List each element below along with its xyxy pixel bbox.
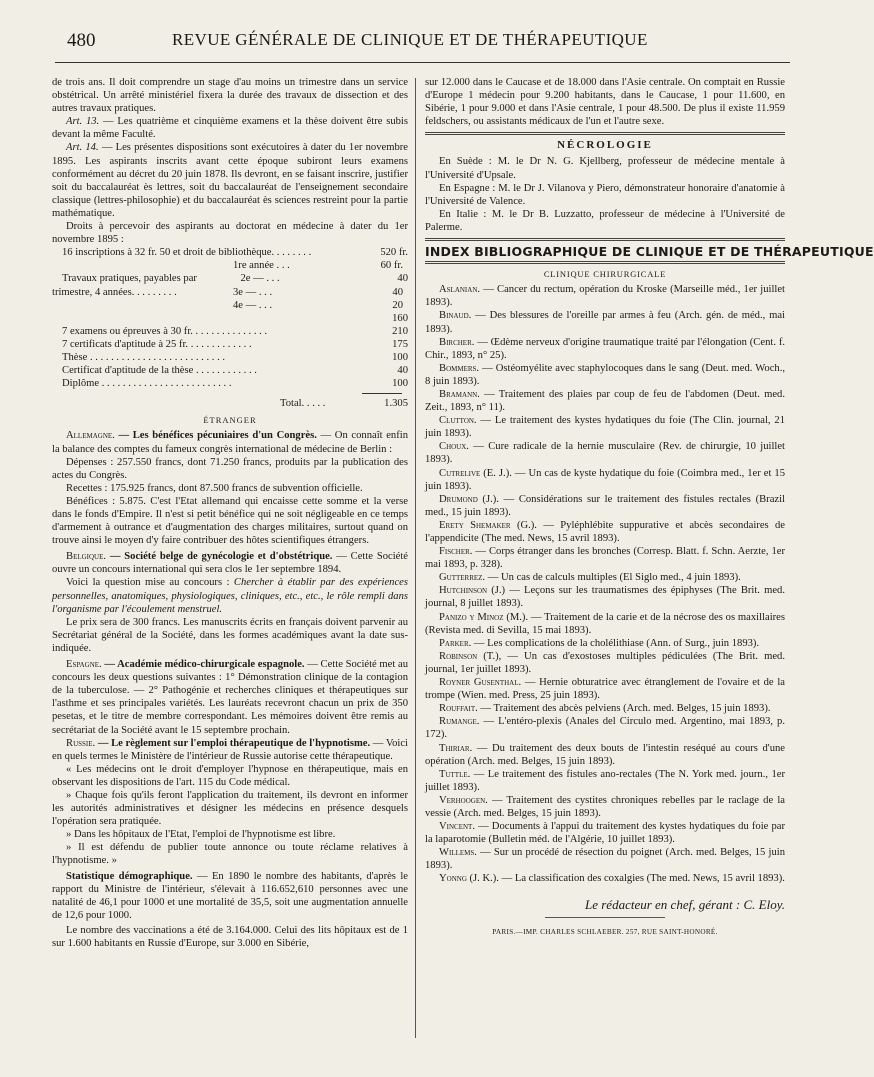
paragraph: Droits à percevoir des aspirants au doctorat en médecine à dater du 1er novembre 1895 : [52,221,408,246]
paragraph: de trois ans. Il doit comprendre un stage d'au moins un trimestre dans un service obstétrical. Un arrêté ministériel fixera la durée des travaux de dissection et des autres travaux pratiques. [52,77,408,115]
fee-row [52,246,408,259]
reference-text: — Des blessures de l'oreille par armes à feu (Arch. gén. de méd., mai 1893). [425,310,785,335]
reference-author: Tuttle. [439,768,471,780]
reference-text: — Leçons sur les traumatismes des épiphyses (The Brit. med. journal, 8 juillet 1893). [425,585,785,610]
reference-text: — Traitement des cystites chroniques rebelles par le raclage de la vessie (Arch. med. Belges, 15 juin 1893). [425,794,785,819]
reference-author: Rouffait. [439,703,478,715]
fee-row [52,377,408,390]
subsection-heading: CLINIQUE CHIRURGICALE [543,269,667,280]
fee-label: 16 inscriptions à 32 fr. 50 et droit de bibliothèque. . . . . . . . [62,247,312,259]
editor-signature: Le rédacteur en chef, gérant : C. Eloy. [584,896,785,912]
news-item [52,429,408,455]
section-rule [425,132,785,135]
reference-text: — Le traitement des fistules ano-rectales (The N. York med. journ., 1er juillet 1893). [425,768,785,793]
reference-item [425,545,785,571]
article-label: Art. 13. [66,116,100,128]
reference-item [425,846,785,872]
fee-sub-label: 1re année . . . [233,260,290,272]
reference-author: Panizo y Minoz (M.). [439,611,529,623]
section-rule [425,238,785,241]
reference-text: — Sur un procédé de résection du poignet (Arch. med. Belges, 15 juin 1893). [425,847,785,872]
reference-author: Fischer. [439,546,473,558]
news-title: — Les bénéfices pécuniaires d'un Congrès. [114,430,317,442]
paragraph: Le nombre des vaccinations a été de 3.164.000. Celui des lits hôpitaux est de 1 sur 1.600 habitants en Russie d'Europe, sur 3.000 en Sibérie, [52,924,408,949]
reference-list [425,283,785,885]
fee-value: 520 fr. [380,247,408,259]
quote: » Dans les hôpitaux de l'Etat, l'emploi de l'hypnotisme est libre. [66,829,336,841]
printer-imprint: PARIS.—IMP. CHARLES SCHLAEBER. 257, RUE SAINT-HONORÉ. [492,927,718,936]
question-text: Chercher à établir par des expériences personnelles, anatomiques, physiologiques, cliniques, etc., etc., le rôle rempli dans l'organisme par l'écoulement menstruel. [52,577,408,615]
reference-item [425,637,785,650]
fee-total-row [52,397,408,410]
reference-item [425,794,785,820]
reference-item [425,283,785,309]
reference-text: — Cancer du rectum, opération du Kroske (Marseille méd., 1er juillet 1893). [425,284,785,309]
reference-item [425,388,785,414]
fee-row [52,325,408,338]
paragraph-text: Voici la question mise au concours : [66,577,234,589]
reference-item [425,440,785,466]
news-text: — Cette Société met au concours les deux questions suivantes : 1° Démonstration clinique de la contagion de la tuberculose. — 2° Pathogénie et recherches cliniques et thérapeutiques sur l'asthme et ses principales variétés. Les lauréats recevront chacun un prix de 350 pesetas, et le titre de membre correspondant. Les mémoires doivent être remis au secrétariat de la Société avant le 15 septembre prochain. [52,659,409,736]
fee-value: 175 [392,338,408,350]
news-title: — Académie médico-chirurgicale espagnole. [101,659,305,671]
reference-text: — Le traitement des kystes hydatiques du foie (The Clin. journal, 21 juin 1893). [425,415,785,440]
fee-total-value: 1.305 [384,398,408,410]
fee-label: trimestre, 4 années. . . . . . . . . [52,286,177,298]
news-title: — Société belge de gynécologie et d'obstétrique. [106,551,333,563]
reference-author: Gutterrez. [439,572,486,584]
country-label: Espagne. [66,659,102,671]
reference-item [425,768,785,794]
paragraph-text: — Les présentes dispositions sont exécutoires à dater du 1er novembre 1895. Les aspirants inscrits avant cette époque subiront leurs examens conformément au décret du 20 juin 1878. Ils devront, en se faisant inscrire, justifier soit du baccalauréat ès lettres, soit du baccalauréat de l'enseignement secondaire classique (lettres-philosophie) et du baccalauréat ès sciences restreint pour la partie mathématique. [52,142,408,219]
reference-text: — Ostéomyélite avec staphylocoques dans le sang (Deut. med. Woch., 8 juin 1893). [425,362,785,387]
header-rule [55,62,790,63]
reference-item [425,650,785,676]
paragraph-text: — Les quatrième et cinquième examens et la thèse doivent être subis devant la même Faculté. [52,116,408,141]
reference-text: — Un cas de kyste hydatique du foie (Coimbra med., 1er et 15 juin 1893). [425,467,785,492]
fee-sub-value: 40 [397,273,408,285]
news-text: — On connaît enfin la balance des comptes du fameux congrès international de médecine de Berlin : [52,430,408,455]
section-rule [425,261,785,264]
fee-value: 40 [397,365,408,377]
fee-row [52,351,408,364]
reference-author: Willems. [439,847,477,859]
reference-author: Thiriar. [439,742,473,754]
country-label: Belgique. [66,551,107,563]
fee-sub-value: 60 fr. [380,260,403,272]
quote: » Il est défendu de publier toute annonce ou toute réclame relatives à l'hypnotisme. » [52,842,408,867]
reference-text: — L'entéro-plexis (Anales del Circulo med. Argentino, mai 1893, p. 172). [425,716,785,741]
fee-label: 7 examens ou épreuves à 30 fr. . . . . . . . . . . . . . . [62,325,268,337]
reference-item [425,676,785,702]
fee-total-label: Total. . . . . [280,398,326,410]
fee-subrow [52,286,408,299]
paragraph: Le prix sera de 300 francs. Les manuscrits écrits en français doivent parvenir au Secrétariat général de la Société, dans les formes académiques avant la date sus-indiquée. [52,616,408,654]
fee-sub-value: 20 [392,299,403,311]
reference-author: Verhoogen. [439,794,488,806]
reference-author: Bommers. [439,362,480,374]
paragraph [52,141,408,220]
reference-text: — Corps étranger dans les bronches (Corresp. Blatt. f. Schn. Aerzte, 1er mai 1893, p. 328). [425,546,785,571]
reference-text: — Œdème nerveux d'origine traumatique traité par l'élongation (Cent. f. Chir., 1893, n° 25). [425,336,785,361]
imprint-rule [545,917,665,918]
reference-author: Choux. [439,441,469,453]
necrology-item: En Espagne : M. le Dr J. Vilanova y Piero, démonstrateur honoraire d'anatomie à l'Université de Valence. [425,182,785,207]
reference-text: — Cure radicale de la hernie musculaire (Rev. de chirurgie, 10 juillet 1893). [425,441,785,466]
quote: « Les médecins ont le droit d'employer l'hypnose en thérapeutique, mais en observant les dispositions de l'art. 115 du Code médical. [52,763,408,788]
quote: » Chaque fois qu'ils feront l'application du traitement, ils devront en informer les autorités administratives et désigner les médecins en présence desquels l'opération sera pratiquée. [52,789,408,828]
news-item [52,870,408,922]
reference-item [425,362,785,388]
fee-label [52,312,360,325]
fee-label: Diplôme . . . . . . . . . . . . . . . . . . . . . . . . . [62,378,232,390]
news-text: — Voici en quels termes le Ministère de l'intérieur de Russie autorise cette thérapeutique. [52,737,408,762]
index-heading: INDEX BIBLIOGRAPHIQUE DE CLINIQUE ET DE THÉRAPEUTIQUE [425,244,874,260]
fee-label [52,299,227,312]
fee-label [52,259,227,272]
left-column [52,76,408,950]
necrology-item: En Suède : M. le Dr N. G. Kjellberg, professeur de médecine mentale à l'Université d'Upsale. [425,156,785,181]
reference-item [425,571,785,584]
reference-text: — Documents à l'appui du traitement des kystes hydatiques du foie par la laparotomie (Bulletin méd. de l'Algérie, 10 juillet 1893). [425,821,785,846]
fee-value: 100 [392,351,408,363]
paragraph [52,115,408,141]
section-heading: ÉTRANGER [203,415,257,426]
paragraph: Recettes : 175.925 francs, dont 87.500 francs de subvention officielle. [66,482,363,494]
news-title: Statistique démographique. [66,870,193,882]
reference-text: — Les complications de la cholélithiase (Ann. of Surg., juin 1893). [471,637,760,649]
reference-author: Hutchinson (J.) [439,585,506,597]
fee-row [52,364,408,377]
fee-subrow [52,259,408,272]
reference-text: — Traitement de la carie et de la nécrose des os maxillaires (Revista med. di Sevilla, 15 mai 1893). [425,611,785,636]
fee-sub-label: 4e — . . . [233,299,273,311]
fee-sub-label: 3e — . . . [233,286,273,298]
fee-label: Certificat d'aptitude de la thèse . . . . . . . . . . . . [62,365,257,377]
right-column [425,76,874,939]
reference-author: Aslanian. [439,284,481,296]
reference-item [425,519,785,545]
reference-author: Binaud. [439,310,472,322]
fee-value: 160 [392,312,408,324]
reference-item [425,309,785,335]
fee-value: 100 [392,378,408,390]
reference-item [425,584,785,610]
reference-item [425,702,785,715]
country-label: Allemagne. [66,430,115,442]
reference-author: Robinson (T.), [439,650,502,662]
country-label: Russie. [66,737,96,749]
reference-text: — Un cas de calculs multiples (El Siglo med., 4 juin 1893). [485,572,741,584]
reference-author: Royner Gusenthal. [439,677,522,689]
reference-text: — Traitement des plaies par coup de feu de l'abdomen (Deut. med. Zeit., 1893, n° 11). [425,388,785,414]
fee-label: 7 certificats d'aptitude à 25 fr. . . . . . . . . . . . . [62,338,252,350]
fee-row [52,312,408,325]
reference-author: Drumond (J.). [439,493,499,505]
fee-sub-label: 2e — . . . [240,273,280,285]
news-text: — Cette Société ouvre un concours international qui sera clos le 1er septembre 1894. [52,551,408,576]
news-item [52,550,408,576]
news-item [52,737,408,763]
reference-author: Cutrelive (E. J.). [439,467,512,479]
fee-subrow [52,299,408,312]
reference-item [425,336,785,362]
reference-text: — Hernie obturatrice avec étranglement de l'ovaire et de la trompe (Wien. med. Press, 25 juin 1893). [425,677,785,702]
page-number: 480 [67,30,96,51]
reference-author: Bramann. [439,388,480,400]
reference-item [425,467,785,493]
paragraph: sur 12.000 dans le Caucase et de 18.000 dans l'Asie centrale. On comptait en Russie d'Europe 1 médecin pour 9.200 habitants, dans le Caucase, 1 pour 11.600, en Sibérie, 1 pour 9.000 et dans l'Asie centrale, 1 pour 48.500. De plus il existe 11.959 feldschers, ou assistants médicaux de l'un et l'autre sexe. [425,77,785,128]
reference-author: Vincent. [439,821,475,833]
fee-sub-value: 40 [392,286,403,298]
column-divider [415,78,416,1038]
reference-item [425,872,785,885]
reference-author: Clutton. [439,415,477,427]
reference-text: — La classification des coxalgies (The med. News, 15 avril 1893). [498,873,785,885]
reference-author: Rumange. [439,716,480,728]
fee-row [52,338,408,351]
necrology-item: En Italie : M. le Dr B. Luzzatto, professeur de médecine à l'Université de Palerme. [425,208,785,233]
reference-item [425,414,785,440]
reference-author: Parker. [439,637,472,649]
reference-item [425,715,785,741]
reference-text: — Considérations sur le traitement des fistules rectales (Brazil med., 15 juin 1893). [425,493,785,518]
reference-author: Bircher. [439,336,475,348]
reference-item [425,742,785,768]
news-text: — En 1890 le nombre des habitants, d'après le rapport du Ministre de l'intérieur, s'élevait à 116.652,610 personnes avec une natalité de 46,1 pour 1000 et une mortalité de 35,5, soit une augmentation annuelle de 12,6 pour 1000. [52,870,408,921]
reference-item [425,820,785,846]
necrology-heading: NÉCROLOGIE [557,139,653,152]
fee-subrow [52,272,408,285]
reference-text: — Du traitement des deux bouts de l'intestin reséqué au cours d'une opération (Arch. med. Belges, 15 juin 1893). [425,742,785,767]
reference-text: — Un cas d'exostoses multiples pédiculées (The Brit. med. journal, 1er juillet 1893). [425,650,785,675]
running-title: REVUE GÉNÉRALE DE CLINIQUE ET DE THÉRAPEUTIQUE [172,30,648,49]
fee-value: 210 [392,325,408,337]
paragraph [52,576,408,615]
paragraph: Dépenses : 257.550 francs, dont 71.250 francs, produits par la publication des actes du Congrès. [52,456,408,481]
news-item [52,658,408,737]
reference-item [425,611,785,637]
fee-label: Thèse . . . . . . . . . . . . . . . . . . . . . . . . . . [62,351,226,363]
reference-text: — Traitement des abcès pelviens (Arch. med. Belges, 15 juin 1893). [477,703,771,715]
reference-item [425,493,785,519]
news-title: — Le règlement sur l'emploi thérapeutique de l'hypnotisme. [95,737,371,749]
reference-author: Erety Shemaker (G.). [439,519,537,531]
reference-author: Yonng (J. K.). [439,873,499,885]
fee-table [52,246,408,410]
fee-label: Travaux pratiques, payables par [62,273,197,285]
article-label: Art. 14. [66,142,99,154]
total-rule [362,393,402,394]
reference-text: — Pyléphlébite suppurative et abcès secondaires de l'appendicite (The med. News, 15 avril 1893). [425,519,785,544]
paragraph: Bénéfices : 5.875. C'est l'Etat allemand qui encaisse cette somme et la verse dans le fonds d'Empire. Il n'est si petit bénéfice qui ne soit négligeable en ce temps d'armement à outrance et d'augmentation des charges militaires, surtout quand on trouve ainsi le moyen d'y faire contribuer des hôtes scientifiques étrangers. [52,495,408,547]
